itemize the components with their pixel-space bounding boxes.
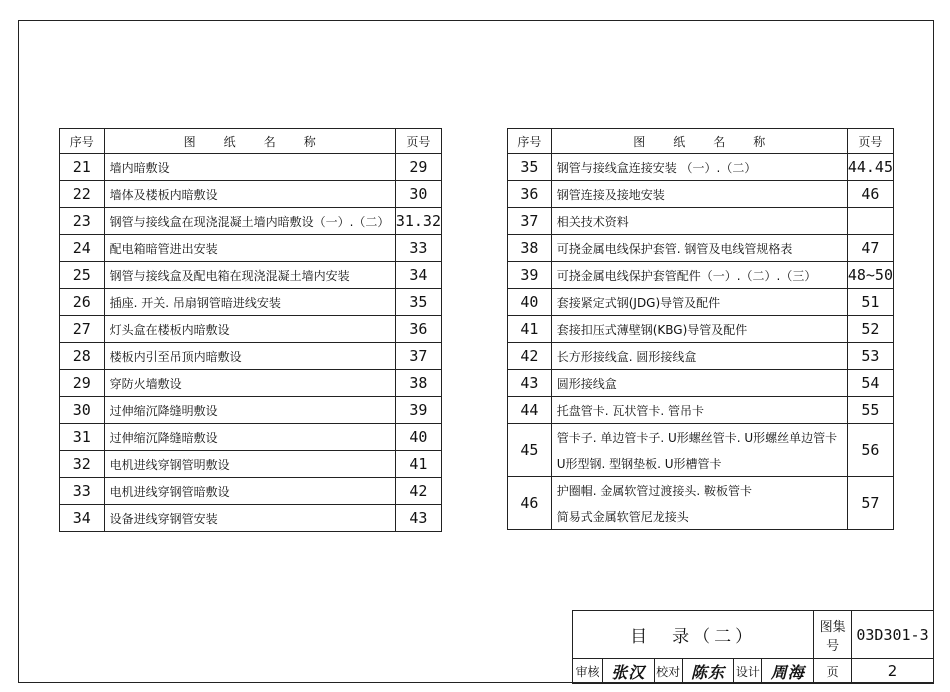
table-row bbox=[508, 424, 894, 451]
row-title: 电机进线穿钢管明敷设 bbox=[104, 451, 395, 478]
row-number: 31 bbox=[60, 424, 105, 451]
row-page: 46 bbox=[847, 181, 893, 208]
row-title: 墙体及楼板内暗敷设 bbox=[104, 181, 395, 208]
table-row bbox=[508, 235, 894, 262]
row-page: 38 bbox=[395, 370, 441, 397]
table-row bbox=[508, 289, 894, 316]
page-label: 页 bbox=[814, 659, 852, 684]
row-title: 穿防火墙敷设 bbox=[104, 370, 395, 397]
table-row bbox=[60, 478, 442, 505]
header-name: 图 纸 名 称 bbox=[104, 129, 395, 154]
row-page: 42 bbox=[395, 478, 441, 505]
row-number: 44 bbox=[508, 397, 552, 424]
row-page: 48~50 bbox=[847, 262, 893, 289]
row-title: 可挠金属电线保护套管配件（一）.（二）.（三） bbox=[551, 262, 847, 289]
table-row bbox=[508, 262, 894, 289]
row-title-line2: 简易式金属软管尼龙接头 bbox=[551, 503, 847, 530]
row-number: 27 bbox=[60, 316, 105, 343]
row-number: 37 bbox=[508, 208, 552, 235]
row-page: 51 bbox=[847, 289, 893, 316]
row-title: 套接扣压式薄壁钢(KBG)导管及配件 bbox=[551, 316, 847, 343]
table-row bbox=[508, 208, 894, 235]
row-title: 钢管与接线盒在现浇混凝土墙内暗敷设（一）.（二） bbox=[104, 208, 395, 235]
row-number: 41 bbox=[508, 316, 552, 343]
table-row bbox=[508, 370, 894, 397]
design-label: 设计 bbox=[734, 659, 762, 684]
table-row bbox=[508, 181, 894, 208]
row-page: 35 bbox=[395, 289, 441, 316]
table-row-continuation bbox=[508, 450, 894, 477]
row-title: 相关技术资料 bbox=[551, 208, 847, 235]
row-number: 21 bbox=[60, 154, 105, 181]
header-no: 序号 bbox=[60, 129, 105, 154]
row-title: 墙内暗敷设 bbox=[104, 154, 395, 181]
row-title: 电机进线穿钢管暗敷设 bbox=[104, 478, 395, 505]
header-page: 页号 bbox=[395, 129, 441, 154]
table-row bbox=[60, 370, 442, 397]
index-table-left bbox=[59, 128, 442, 532]
row-page: 33 bbox=[395, 235, 441, 262]
row-number: 34 bbox=[60, 505, 105, 532]
design-signature: 周海 bbox=[762, 659, 814, 684]
table-row bbox=[60, 154, 442, 181]
row-title-line1: 管卡子. 单边管卡子. U形螺丝管卡. U形螺丝单边管卡 bbox=[551, 424, 847, 451]
row-page: 56 bbox=[847, 424, 893, 477]
table-row bbox=[508, 477, 894, 504]
table-row bbox=[508, 154, 894, 181]
drawing-title: 目 录（二） bbox=[573, 611, 814, 659]
row-page: 29 bbox=[395, 154, 441, 181]
row-number: 46 bbox=[508, 477, 552, 530]
row-number: 45 bbox=[508, 424, 552, 477]
title-block bbox=[572, 610, 934, 684]
row-page: 47 bbox=[847, 235, 893, 262]
row-page: 41 bbox=[395, 451, 441, 478]
row-page: 43 bbox=[395, 505, 441, 532]
row-title: 可挠金属电线保护套管. 钢管及电线管规格表 bbox=[551, 235, 847, 262]
row-page: 57 bbox=[847, 477, 893, 530]
row-number: 35 bbox=[508, 154, 552, 181]
table-row bbox=[60, 208, 442, 235]
row-page: 40 bbox=[395, 424, 441, 451]
row-title: 钢管与接线盒及配电箱在现浇混凝土墙内安装 bbox=[104, 262, 395, 289]
row-page: 52 bbox=[847, 316, 893, 343]
row-number: 28 bbox=[60, 343, 105, 370]
row-number: 36 bbox=[508, 181, 552, 208]
table-row bbox=[60, 181, 442, 208]
row-number: 42 bbox=[508, 343, 552, 370]
table-row bbox=[60, 289, 442, 316]
header-page: 页号 bbox=[847, 129, 893, 154]
row-title: 过伸缩沉降缝暗敷设 bbox=[104, 424, 395, 451]
table-row bbox=[60, 424, 442, 451]
row-number: 43 bbox=[508, 370, 552, 397]
row-title-line1: 护圈帽. 金属软管过渡接头. 鞍板管卡 bbox=[551, 477, 847, 504]
row-title: 楼板内引至吊顶内暗敷设 bbox=[104, 343, 395, 370]
index-table-right bbox=[507, 128, 894, 530]
table-row bbox=[60, 262, 442, 289]
row-title: 插座. 开关. 吊扇钢管暗进线安装 bbox=[104, 289, 395, 316]
row-title: 钢管连接及接地安装 bbox=[551, 181, 847, 208]
table-row bbox=[60, 505, 442, 532]
table-row bbox=[508, 316, 894, 343]
header-row bbox=[60, 129, 442, 154]
row-number: 33 bbox=[60, 478, 105, 505]
row-page: 39 bbox=[395, 397, 441, 424]
row-title: 配电箱暗管进出安装 bbox=[104, 235, 395, 262]
row-page: 36 bbox=[395, 316, 441, 343]
row-title: 钢管与接线盒连接安装 （一）.（二） bbox=[551, 154, 847, 181]
row-page: 55 bbox=[847, 397, 893, 424]
row-page: 30 bbox=[395, 181, 441, 208]
row-page: 37 bbox=[395, 343, 441, 370]
header-no: 序号 bbox=[508, 129, 552, 154]
row-title: 长方形接线盒. 圆形接线盒 bbox=[551, 343, 847, 370]
atlas-number: 03D301-3 bbox=[852, 611, 934, 659]
row-number: 26 bbox=[60, 289, 105, 316]
row-title: 托盘管卡. 瓦状管卡. 管吊卡 bbox=[551, 397, 847, 424]
check-signature: 陈东 bbox=[682, 659, 734, 684]
row-page: 31.32 bbox=[395, 208, 441, 235]
row-page: 44.45 bbox=[847, 154, 893, 181]
table-row bbox=[508, 397, 894, 424]
table-row bbox=[60, 343, 442, 370]
row-number: 25 bbox=[60, 262, 105, 289]
row-number: 38 bbox=[508, 235, 552, 262]
row-page: 54 bbox=[847, 370, 893, 397]
row-title: 过伸缩沉降缝明敷设 bbox=[104, 397, 395, 424]
row-title: 圆形接线盒 bbox=[551, 370, 847, 397]
table-row bbox=[60, 316, 442, 343]
row-page bbox=[847, 208, 893, 235]
check-label: 校对 bbox=[654, 659, 682, 684]
row-number: 32 bbox=[60, 451, 105, 478]
table-row bbox=[60, 451, 442, 478]
row-title: 设备进线穿钢管安装 bbox=[104, 505, 395, 532]
row-number: 40 bbox=[508, 289, 552, 316]
page-number: 2 bbox=[852, 659, 934, 684]
row-title: 套接紧定式钢(JDG)导管及配件 bbox=[551, 289, 847, 316]
row-number: 23 bbox=[60, 208, 105, 235]
review-signature: 张汉 bbox=[602, 659, 654, 684]
row-number: 30 bbox=[60, 397, 105, 424]
table-row bbox=[60, 235, 442, 262]
table-row bbox=[508, 343, 894, 370]
review-label: 审核 bbox=[573, 659, 603, 684]
header-row bbox=[508, 129, 894, 154]
row-title-line2: U形型钢. 型钢垫板. U形槽管卡 bbox=[551, 450, 847, 477]
row-number: 29 bbox=[60, 370, 105, 397]
atlas-label: 图集号 bbox=[814, 611, 852, 659]
header-name: 图 纸 名 称 bbox=[551, 129, 847, 154]
table-row bbox=[60, 397, 442, 424]
row-number: 39 bbox=[508, 262, 552, 289]
row-page: 34 bbox=[395, 262, 441, 289]
row-title: 灯头盒在楼板内暗敷设 bbox=[104, 316, 395, 343]
table-row-continuation bbox=[508, 503, 894, 530]
row-page: 53 bbox=[847, 343, 893, 370]
row-number: 22 bbox=[60, 181, 105, 208]
row-number: 24 bbox=[60, 235, 105, 262]
